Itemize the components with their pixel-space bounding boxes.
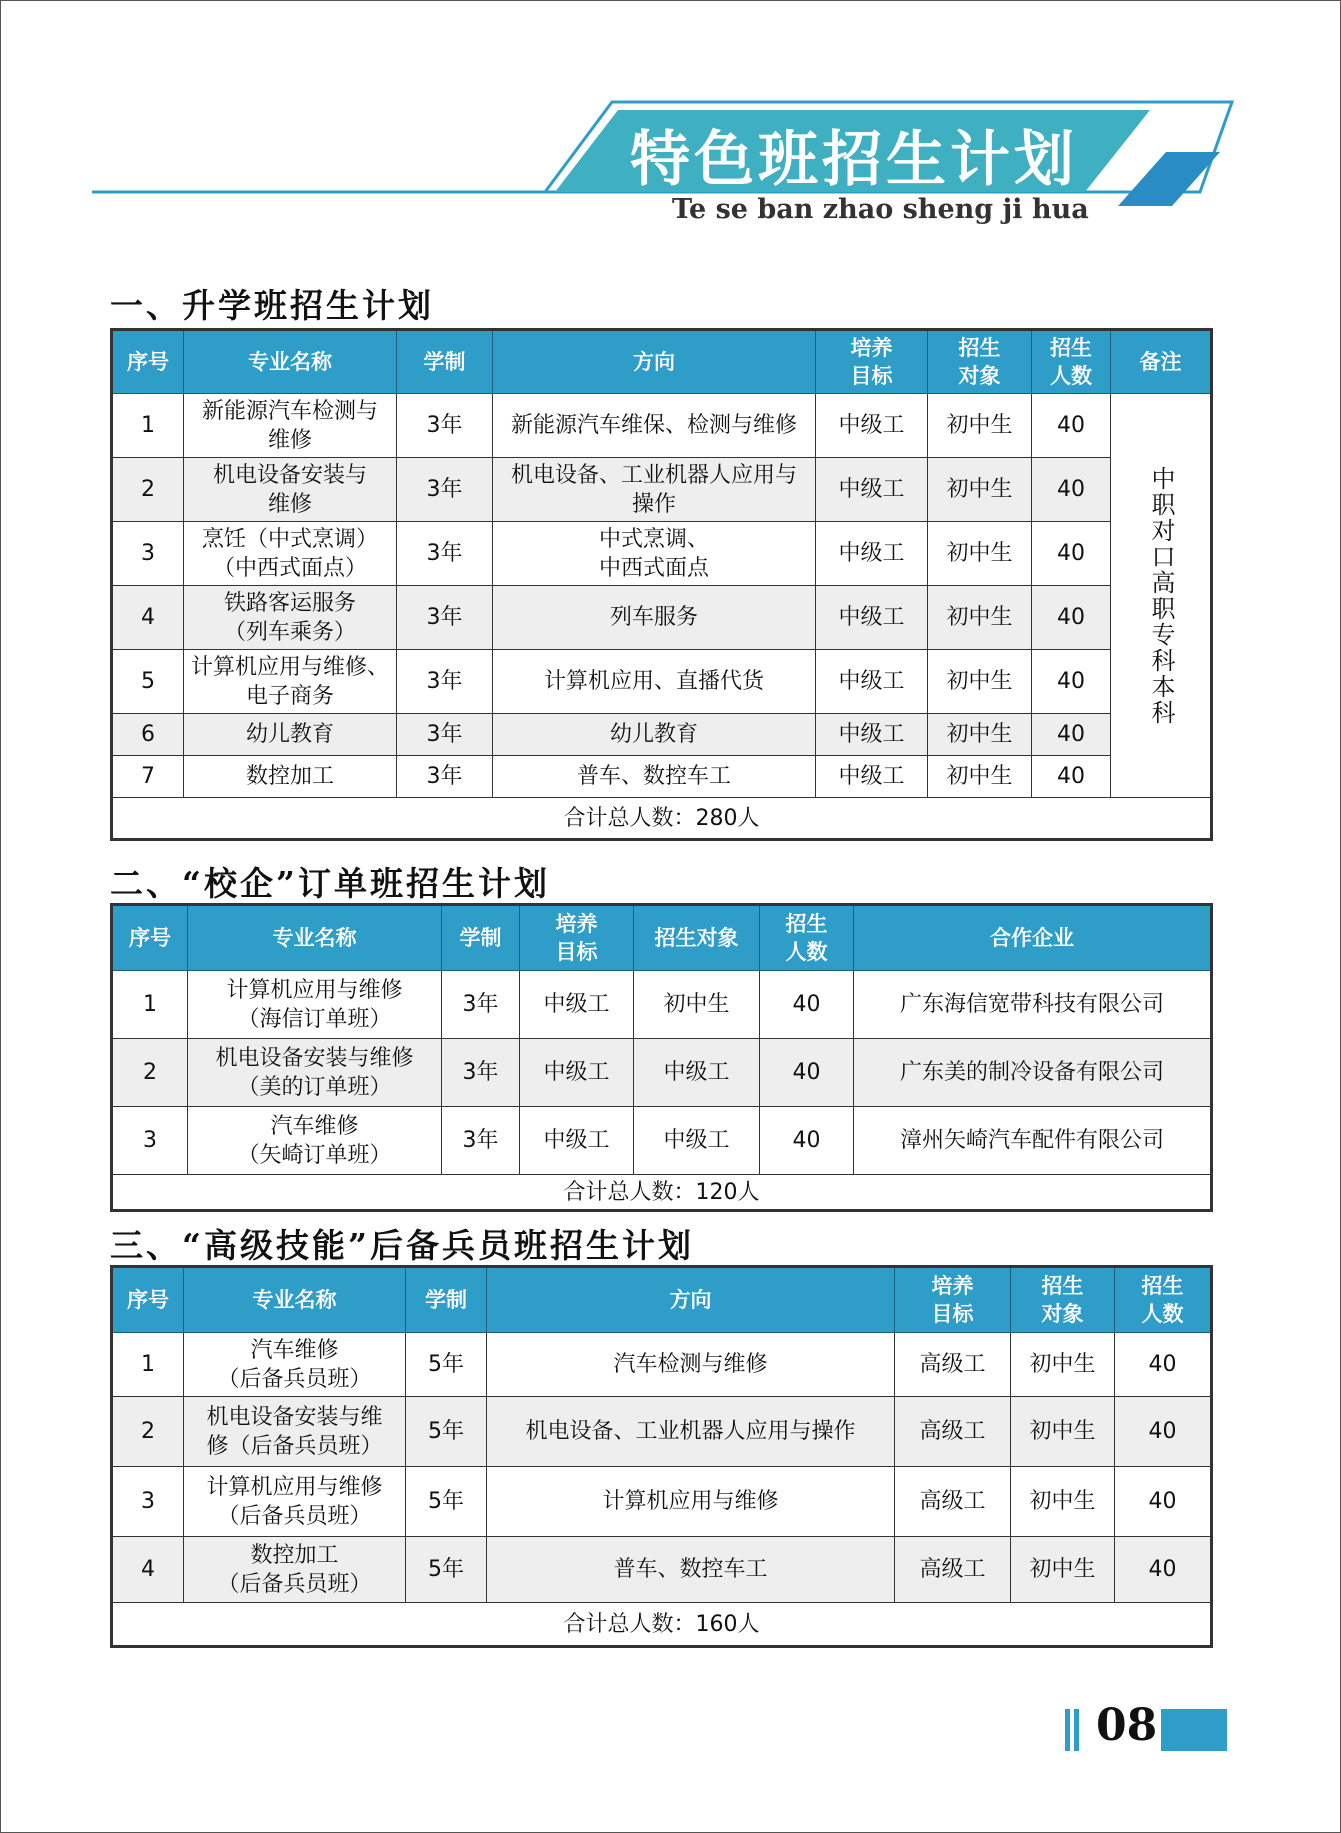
cell-years: 5年: [406, 1397, 487, 1467]
cell-years: 3年: [397, 756, 493, 798]
column-header: 招生 人数: [1115, 1267, 1212, 1333]
cell-no: 3: [112, 1467, 184, 1537]
cell-years: 3年: [442, 1107, 520, 1175]
cell-target: 初中生: [928, 714, 1032, 756]
table-row: [112, 1397, 1212, 1467]
table-row: [112, 1537, 1212, 1603]
cell-count: 40: [1032, 394, 1111, 458]
column-header: 方向: [493, 330, 816, 394]
table-row: [112, 714, 1212, 756]
cell-count: 40: [1032, 458, 1111, 522]
column-header: 招生对象: [634, 905, 760, 971]
cell-count: 40: [760, 1039, 854, 1107]
cell-years: 5年: [406, 1333, 487, 1397]
column-header: 学制: [442, 905, 520, 971]
cell-goal: 高级工: [895, 1467, 1011, 1537]
page-subtitle: Te se ban zhao sheng ji hua: [672, 194, 1089, 225]
column-header: 招生 对象: [1011, 1267, 1115, 1333]
cell-no: 2: [112, 458, 184, 522]
cell-direction: 新能源汽车维保、检测与维修: [493, 394, 816, 458]
cell-goal: 高级工: [895, 1397, 1011, 1467]
total-count: 合计总人数：280人: [112, 798, 1212, 840]
table-row: [112, 1333, 1212, 1397]
cell-years: 3年: [397, 522, 493, 586]
cell-direction: 计算机应用与维修: [487, 1467, 895, 1537]
cell-count: 40: [1032, 522, 1111, 586]
column-header: 培养 目标: [895, 1267, 1011, 1333]
table-header-row: [112, 1267, 1212, 1333]
cell-major: 计算机应用与维修 （海信订单班）: [188, 971, 442, 1039]
table-row: [112, 394, 1212, 458]
cell-no: 7: [112, 756, 184, 798]
cell-count: 40: [1115, 1397, 1212, 1467]
cell-no: 1: [112, 971, 188, 1039]
table-row: [112, 522, 1212, 586]
cell-no: 5: [112, 650, 184, 714]
cell-count: 40: [1115, 1333, 1212, 1397]
section1-title: 一、升学班招生计划: [110, 286, 434, 325]
column-header: 方向: [487, 1267, 895, 1333]
cell-years: 3年: [397, 458, 493, 522]
cell-goal: 中级工: [816, 522, 928, 586]
cell-direction: 列车服务: [493, 586, 816, 650]
total-row: [112, 1603, 1212, 1647]
cell-major: 新能源汽车检测与 维修: [184, 394, 397, 458]
cell-goal: 中级工: [520, 1039, 634, 1107]
table-row: [112, 650, 1212, 714]
cell-direction: 普车、数控车工: [493, 756, 816, 798]
cell-count: 40: [1032, 586, 1111, 650]
cell-target: 初中生: [928, 756, 1032, 798]
cell-goal: 中级工: [816, 394, 928, 458]
column-header: 招生 人数: [1032, 330, 1111, 394]
cell-no: 2: [112, 1039, 188, 1107]
cell-years: 3年: [442, 971, 520, 1039]
cell-no: 6: [112, 714, 184, 756]
cell-no: 3: [112, 522, 184, 586]
cell-years: 5年: [406, 1537, 487, 1603]
cell-target: 初中生: [1011, 1333, 1115, 1397]
cell-major: 机电设备安装与 维修: [184, 458, 397, 522]
column-header: 专业名称: [184, 330, 397, 394]
cell-target: 初中生: [928, 650, 1032, 714]
cell-target: 初中生: [928, 522, 1032, 586]
table-upgrade-plan: [110, 328, 1213, 841]
cell-major: 铁路客运服务 （列车乘务）: [184, 586, 397, 650]
table-row: [112, 971, 1212, 1039]
cell-goal: 高级工: [895, 1537, 1011, 1603]
column-header: 合作企业: [854, 905, 1212, 971]
cell-direction: 幼儿教育: [493, 714, 816, 756]
cell-count: 40: [1032, 756, 1111, 798]
cell-major: 烹饪（中式烹调） （中西式面点）: [184, 522, 397, 586]
column-header: 备注: [1111, 330, 1212, 394]
cell-no: 1: [112, 394, 184, 458]
cell-note: 中职对口高职专科本科: [1111, 394, 1212, 798]
table-reserve-class-plan: [110, 1265, 1213, 1648]
table-row: [112, 756, 1212, 798]
cell-goal: 中级工: [520, 1107, 634, 1175]
cell-direction: 机电设备、工业机器人应用与操作: [487, 1397, 895, 1467]
cell-goal: 中级工: [816, 458, 928, 522]
cell-goal: 高级工: [895, 1333, 1011, 1397]
cell-target: 初中生: [928, 394, 1032, 458]
column-header: 学制: [397, 330, 493, 394]
cell-major: 数控加工: [184, 756, 397, 798]
cell-count: 40: [1032, 650, 1111, 714]
cell-target: 初中生: [1011, 1467, 1115, 1537]
cell-target: 初中生: [1011, 1537, 1115, 1603]
column-header: 序号: [112, 1267, 184, 1333]
page-title: 特色班招生计划: [630, 125, 1078, 195]
table-row: [112, 1039, 1212, 1107]
page-number: 08: [1092, 1700, 1161, 1751]
cell-goal: 中级工: [816, 586, 928, 650]
cell-major: 计算机应用与维修 （后备兵员班）: [184, 1467, 406, 1537]
total-row: [112, 1175, 1212, 1211]
column-header: 招生 人数: [760, 905, 854, 971]
cell-company: 广东美的制冷设备有限公司: [854, 1039, 1212, 1107]
table-row: [112, 1467, 1212, 1537]
column-header: 培养 目标: [816, 330, 928, 394]
section3-title: 三、“高级技能”后备兵员班招生计划: [110, 1226, 694, 1265]
cell-company: 广东海信宽带科技有限公司: [854, 971, 1212, 1039]
cell-direction: 中式烹调、 中西式面点: [493, 522, 816, 586]
column-header: 招生 对象: [928, 330, 1032, 394]
total-count: 合计总人数：160人: [112, 1603, 1212, 1647]
cell-major: 计算机应用与维修、 电子商务: [184, 650, 397, 714]
cell-major: 机电设备安装与维 修（后备兵员班）: [184, 1397, 406, 1467]
cell-company: 漳州矢崎汽车配件有限公司: [854, 1107, 1212, 1175]
cell-count: 40: [760, 971, 854, 1039]
cell-target: 初中生: [928, 458, 1032, 522]
cell-no: 3: [112, 1107, 188, 1175]
cell-target: 初中生: [1011, 1397, 1115, 1467]
cell-direction: 计算机应用、直播代货: [493, 650, 816, 714]
cell-count: 40: [760, 1107, 854, 1175]
cell-goal: 中级工: [520, 971, 634, 1039]
cell-direction: 汽车检测与维修: [487, 1333, 895, 1397]
cell-count: 40: [1115, 1467, 1212, 1537]
cell-years: 3年: [397, 586, 493, 650]
cell-major: 机电设备安装与维修 （美的订单班）: [188, 1039, 442, 1107]
cell-target: 中级工: [634, 1107, 760, 1175]
section2-title: 二、“校企”订单班招生计划: [110, 864, 550, 903]
cell-major: 幼儿教育: [184, 714, 397, 756]
cell-no: 2: [112, 1397, 184, 1467]
table-row: [112, 586, 1212, 650]
table-header-row: [112, 905, 1212, 971]
cell-target: 初中生: [928, 586, 1032, 650]
cell-years: 5年: [406, 1467, 487, 1537]
cell-goal: 中级工: [816, 714, 928, 756]
cell-direction: 普车、数控车工: [487, 1537, 895, 1603]
cell-count: 40: [1115, 1537, 1212, 1603]
cell-years: 3年: [397, 394, 493, 458]
column-header: 专业名称: [184, 1267, 406, 1333]
table-header-row: [112, 330, 1212, 394]
column-header: 序号: [112, 905, 188, 971]
cell-no: 1: [112, 1333, 184, 1397]
cell-direction: 机电设备、工业机器人应用与 操作: [493, 458, 816, 522]
cell-years: 3年: [442, 1039, 520, 1107]
table-row: [112, 458, 1212, 522]
cell-no: 4: [112, 586, 184, 650]
cell-goal: 中级工: [816, 756, 928, 798]
cell-major: 数控加工 （后备兵员班）: [184, 1537, 406, 1603]
table-order-class-plan: [110, 903, 1213, 1212]
cell-major: 汽车维修 （后备兵员班）: [184, 1333, 406, 1397]
column-header: 专业名称: [188, 905, 442, 971]
cell-target: 初中生: [634, 971, 760, 1039]
cell-years: 3年: [397, 650, 493, 714]
total-count: 合计总人数：120人: [112, 1175, 1212, 1211]
cell-years: 3年: [397, 714, 493, 756]
table-row: [112, 1107, 1212, 1175]
total-row: [112, 798, 1212, 840]
cell-count: 40: [1032, 714, 1111, 756]
column-header: 序号: [112, 330, 184, 394]
cell-goal: 中级工: [816, 650, 928, 714]
column-header: 培养 目标: [520, 905, 634, 971]
column-header: 学制: [406, 1267, 487, 1333]
cell-major: 汽车维修 （矢崎订单班）: [188, 1107, 442, 1175]
cell-no: 4: [112, 1537, 184, 1603]
cell-target: 中级工: [634, 1039, 760, 1107]
